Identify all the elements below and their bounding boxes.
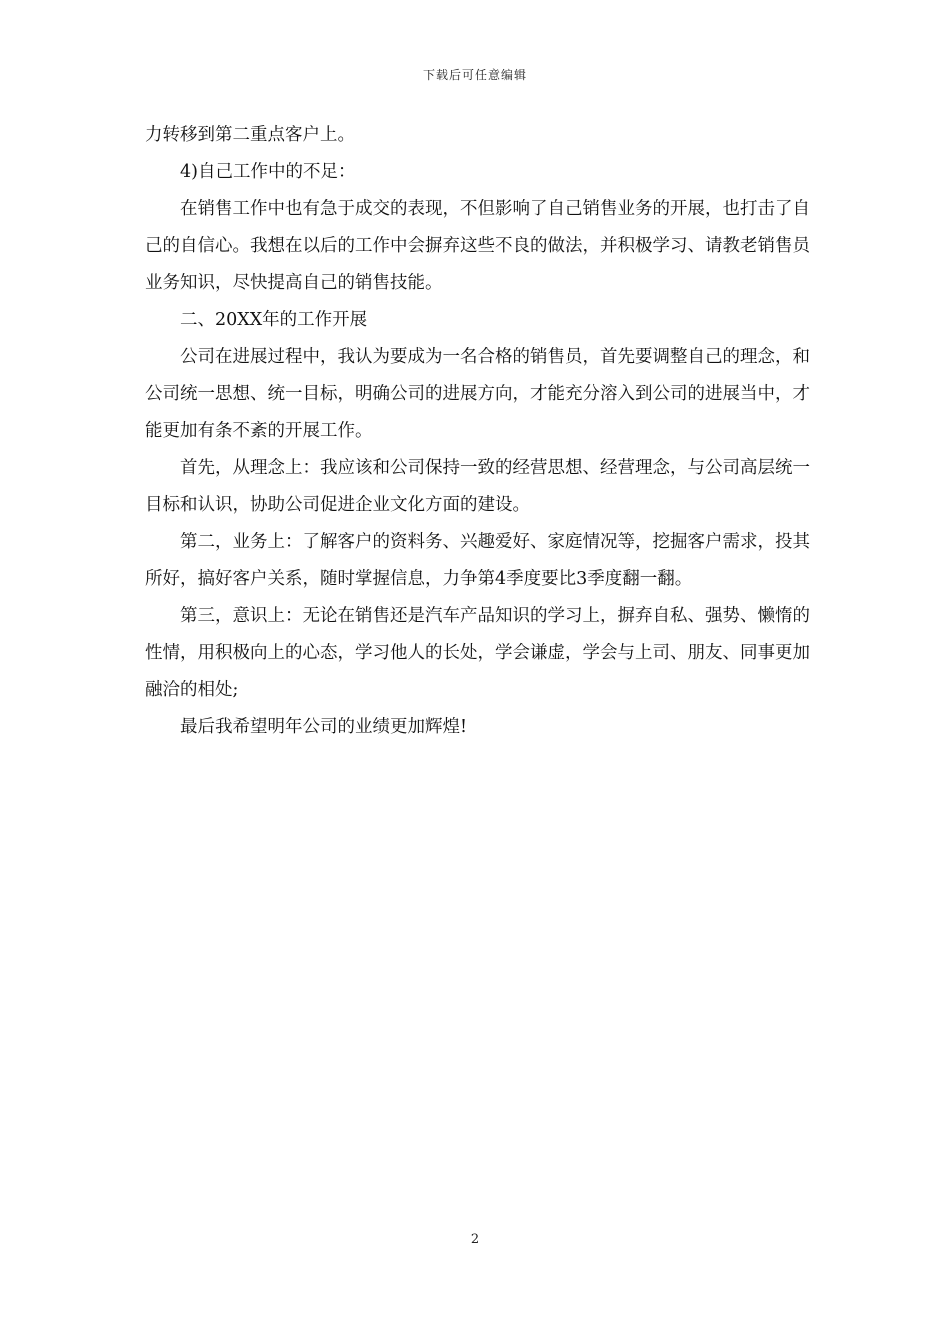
- paragraph-shortcomings-heading: 4)自己工作中的不足：: [180, 162, 356, 182]
- section-heading-work-plan: 二、20XX年的工作开展: [180, 310, 368, 330]
- paragraph-business: 第二，业务上：了解客户的资料务、兴趣爱好、家庭情况等，挖掘客户需求，投其所好，搞好客户关系，随时掌握信息，力争第4季度要比3季度翻一翻。: [145, 532, 810, 589]
- paragraph-awareness: 第三，意识上：无论在销售还是汽车产品知识的学习上，摒弃自私、强势、懒惰的性情，用积极向上的心态，学习他人的长处，学会谦虚，学会与上司、朋友、同事更加融洽的相处;: [145, 606, 810, 700]
- paragraph-continuation: 力转移到第二重点客户上。: [145, 125, 355, 145]
- paragraph-closing: 最后我希望明年公司的业绩更加辉煌!: [180, 717, 468, 737]
- page-header: 下载后可任意编辑: [422, 68, 527, 82]
- document-body: [145, 117, 810, 746]
- paragraph-work-plan-intro: 公司在进展过程中，我认为要成为一名合格的销售员，首先要调整自己的理念，和公司统一思想、统一目标，明确公司的进展方向，才能充分溶入到公司的进展当中，才能更加有条不紊的开展工作。: [145, 347, 810, 441]
- page-number: 2: [470, 1232, 480, 1247]
- paragraph-concept: 首先，从理念上：我应该和公司保持一致的经营思想、经营理念，与公司高层统一目标和认识，协助公司促进企业文化方面的建设。: [145, 458, 810, 515]
- paragraph-shortcomings: 在销售工作中也有急于成交的表现，不但影响了自己销售业务的开展，也打击了自己的自信心。我想在以后的工作中会摒弃这些不良的做法，并积极学习、请教老销售员业务知识，尽快提高自己的销售技能。: [145, 199, 810, 293]
